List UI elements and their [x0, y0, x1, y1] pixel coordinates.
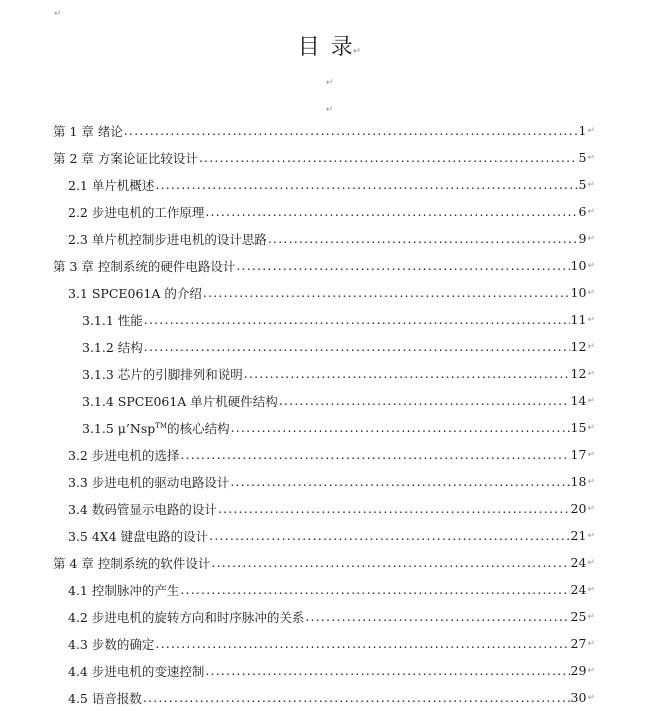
paragraph-mark: ↵	[587, 476, 595, 487]
paragraph-mark: ↵	[587, 422, 595, 433]
paragraph-mark: ↵	[587, 611, 595, 622]
dot-leader	[124, 123, 578, 138]
toc-entry-label	[68, 689, 142, 707]
toc-entry-label-text: 3.2 步进电机的选择	[68, 447, 180, 463]
paragraph-mark: ↵	[587, 233, 595, 244]
toc-page-number: 12	[570, 366, 587, 381]
dot-leader	[218, 501, 570, 516]
toc-entry-label-text: 2.3 单片机控制步进电机的设计思路	[68, 231, 267, 247]
toc-entry-label	[82, 365, 243, 383]
toc-page-number: 14	[570, 393, 587, 408]
toc-entry[interactable]	[82, 414, 595, 441]
toc-entry[interactable]	[68, 522, 595, 549]
toc-entry-label	[68, 284, 202, 302]
toc-entry-label	[68, 230, 267, 248]
toc-entry-label	[82, 311, 143, 329]
paragraph-mark: ↵	[587, 152, 595, 163]
toc-entry[interactable]	[68, 657, 595, 684]
toc-entry-label-text: 3.1 SPCE061A 的介绍	[68, 285, 202, 301]
toc-entry[interactable]	[82, 360, 595, 387]
toc-entry[interactable]	[68, 603, 595, 630]
toc-entry-label	[82, 338, 143, 356]
dot-leader	[279, 393, 570, 408]
dot-leader	[244, 366, 570, 381]
toc-page-number: 30	[570, 690, 587, 705]
toc-entry-label-text: 4.4 步进电机的变速控制	[68, 663, 205, 679]
toc-entry-label	[68, 176, 154, 194]
toc-entry-label	[68, 500, 217, 518]
paragraph-mark: ↵	[325, 78, 334, 88]
dot-leader	[211, 555, 569, 570]
paragraph-mark: ↵	[587, 503, 595, 514]
toc-entry-label-text: 3.1.1 性能	[82, 312, 143, 328]
dot-leader	[155, 636, 569, 651]
dot-leader	[180, 447, 569, 462]
paragraph-mark: ↵	[587, 125, 595, 136]
paragraph-mark: ↵	[587, 665, 595, 676]
toc-entry-label-text: 3.3 步进电机的驱动电路设计	[68, 474, 230, 490]
toc-entry-label-text: 第 4 章 控制系统的软件设计	[53, 555, 211, 571]
toc-entry[interactable]	[82, 306, 595, 333]
toc-entry-label-text: 3.1.3 芯片的引脚排列和说明	[82, 366, 243, 382]
toc-page-number: 27	[570, 636, 587, 651]
toc-entry[interactable]	[68, 630, 595, 657]
toc-entry-label-suffix: 的核心结构	[167, 420, 230, 436]
paragraph-mark: ↵	[587, 638, 595, 649]
toc-page-number: 5	[578, 150, 587, 165]
trademark-superscript: TM	[155, 421, 168, 430]
paragraph-mark: ↵	[587, 368, 595, 379]
paragraph-mark: ↵	[587, 395, 595, 406]
toc-entry[interactable]	[68, 576, 595, 603]
toc-entry-label	[68, 527, 208, 545]
toc-entry[interactable]	[53, 252, 595, 279]
toc-entry[interactable]	[68, 441, 595, 468]
toc-entry-label-text: 4.2 步进电机的旋转方向和时序脉冲的关系	[68, 609, 305, 625]
dot-leader	[180, 582, 569, 597]
toc-entry-label-text: 3.1.5 μ’Nsp	[82, 420, 156, 436]
toc-page-number: 9	[578, 231, 587, 246]
toc-entry-label	[53, 149, 198, 167]
paragraph-mark: ↵	[587, 206, 595, 217]
dot-leader	[230, 474, 569, 489]
toc-entry-label-text: 3.1.2 结构	[82, 339, 143, 355]
toc-page-number: 24	[570, 555, 587, 570]
toc-entry[interactable]	[53, 117, 595, 144]
paragraph-mark: ↵	[587, 449, 595, 460]
paragraph-mark: ↵	[325, 105, 334, 115]
toc-page-number: 29	[570, 663, 587, 678]
dot-leader	[155, 177, 577, 192]
toc-entry-label	[68, 581, 179, 599]
dot-leader	[236, 258, 569, 273]
paragraph-mark: ↵	[587, 557, 595, 568]
empty-paragraph	[0, 97, 659, 116]
toc-entry-label	[53, 257, 235, 275]
dot-leader	[143, 690, 570, 705]
dot-leader	[268, 231, 578, 246]
toc-entry[interactable]	[82, 387, 595, 414]
paragraph-mark: ↵	[54, 9, 62, 19]
dot-leader	[209, 528, 569, 543]
toc-page-number: 20	[570, 501, 587, 516]
toc-entry-label	[68, 473, 229, 491]
toc-entry-label	[68, 608, 304, 626]
toc-entry-label	[68, 662, 204, 680]
toc-page-number: 24	[570, 582, 587, 597]
toc-page-number: 5	[578, 177, 587, 192]
dot-leader	[144, 339, 570, 354]
dot-leader	[199, 150, 578, 165]
toc-page-number: 6	[578, 204, 587, 219]
page-title	[0, 30, 659, 61]
toc-entry-label	[82, 392, 278, 410]
toc-page-number: 15	[570, 420, 587, 435]
title-text: 目 录	[297, 35, 355, 60]
toc-entry[interactable]	[53, 144, 595, 171]
paragraph-mark: ↵	[587, 692, 595, 703]
toc-page-number: 12	[570, 339, 587, 354]
toc-entry-label-text: 第 2 章 方案论证比较设计	[53, 150, 198, 166]
paragraph-mark: ↵	[587, 341, 595, 352]
toc-entry-label-text: 2.2 步进电机的工作原理	[68, 204, 205, 220]
paragraph-mark: ↵	[587, 314, 595, 325]
dot-leader	[231, 420, 570, 435]
toc-entry-label-text: 4.5 语音报数	[68, 690, 142, 706]
toc-page-number: 10	[570, 258, 587, 273]
toc-entry-label	[68, 203, 204, 221]
dot-leader	[305, 609, 569, 624]
toc-entry[interactable]	[68, 171, 595, 198]
dot-leader	[205, 204, 577, 219]
toc-entry[interactable]	[68, 468, 595, 495]
toc-page-number: 1	[578, 123, 587, 138]
dot-leader	[144, 312, 570, 327]
toc-entry-label	[82, 419, 230, 437]
toc-entry[interactable]	[68, 684, 595, 711]
toc-page-number: 10	[570, 285, 587, 300]
toc-entry[interactable]	[68, 198, 595, 225]
toc-page-number: 25	[570, 609, 587, 624]
toc-entry-label-text: 4.1 控制脉冲的产生	[68, 582, 180, 598]
toc-entry[interactable]	[53, 549, 595, 576]
toc-entry[interactable]	[68, 495, 595, 522]
toc-entry-label-text: 第 1 章 绪论	[53, 123, 123, 139]
toc-page-number: 17	[570, 447, 587, 462]
paragraph-mark: ↵	[352, 46, 362, 57]
toc-entry-label-text: 4.3 步数的确定	[68, 636, 155, 652]
paragraph-mark: ↵	[587, 260, 595, 271]
paragraph-mark: ↵	[587, 584, 595, 595]
dot-leader	[205, 663, 569, 678]
paragraph-mark: ↵	[587, 530, 595, 541]
toc-page-number: 18	[570, 474, 587, 489]
dot-leader	[203, 285, 570, 300]
toc-entry[interactable]	[82, 333, 595, 360]
toc-entry-label-text: 2.1 单片机概述	[68, 177, 155, 193]
paragraph-mark: ↵	[587, 179, 595, 190]
toc-entry[interactable]	[68, 225, 595, 252]
toc-entry-label-text: 第 3 章 控制系统的硬件电路设计	[53, 258, 236, 274]
toc-entry-label	[53, 554, 210, 572]
empty-paragraph	[0, 70, 659, 89]
toc-entry[interactable]	[68, 279, 595, 306]
toc-entry-label-text: 3.1.4 SPCE061A 单片机硬件结构	[82, 393, 278, 409]
toc-entry-label-text: 3.5 4X4 键盘电路的设计	[68, 528, 209, 544]
toc-page-number: 11	[570, 312, 587, 327]
paragraph-mark: ↵	[587, 287, 595, 298]
toc-entry-label-text: 3.4 数码管显示电路的设计	[68, 501, 217, 517]
toc-page-number: 21	[570, 528, 587, 543]
toc-entry-label	[68, 446, 179, 464]
toc-entry-label	[68, 635, 154, 653]
toc-entry-label	[53, 122, 123, 140]
